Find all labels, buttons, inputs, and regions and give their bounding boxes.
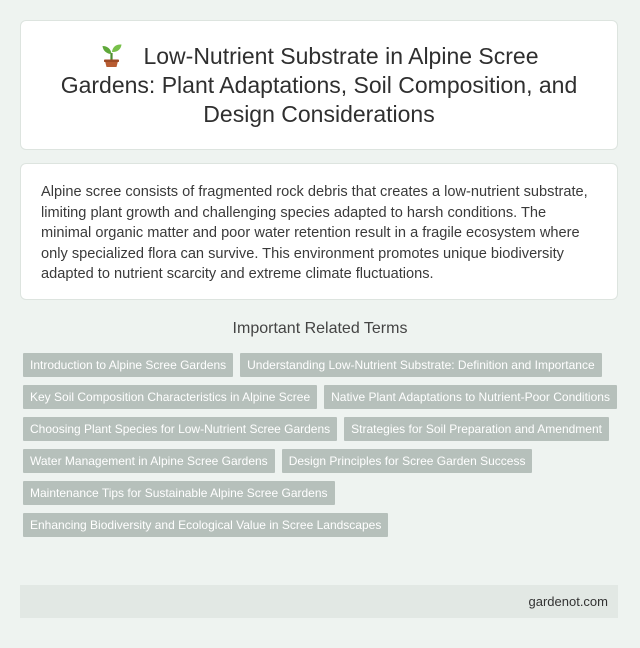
related-term-tag[interactable]: Water Management in Alpine Scree Gardens xyxy=(23,449,275,473)
seedling-icon xyxy=(99,41,125,67)
related-term-tag[interactable]: Design Principles for Scree Garden Success xyxy=(282,449,533,473)
footer-site-link[interactable]: gardenot.com xyxy=(528,594,608,609)
intro-card xyxy=(20,163,618,300)
title-card xyxy=(20,20,618,150)
related-term-tag[interactable]: Strategies for Soil Preparation and Amendment xyxy=(344,417,609,441)
related-term-tag[interactable]: Native Plant Adaptations to Nutrient-Poor Conditions xyxy=(324,385,617,409)
intro-paragraph: Alpine scree consists of fragmented rock debris that creates a low-nutrient substrate, limiting plant growth and challenging species adapted to harsh conditions. The minimal organic matter and poor water retention result in a fragile ecosystem where only specialized flora can survive. This environment promotes unique biodiversity adapted to nutrient scarcity and extreme climate fluctuations. xyxy=(41,184,588,282)
related-term-tag[interactable]: Introduction to Alpine Scree Gardens xyxy=(23,353,233,377)
related-term-tag[interactable]: Maintenance Tips for Sustainable Alpine Scree Gardens xyxy=(23,481,335,505)
page-title-text: Low-Nutrient Substrate in Alpine Scree Gardens: Plant Adaptations, Soil Composition, and Design Considerations xyxy=(60,43,578,127)
related-terms-list xyxy=(23,353,623,537)
related-term-tag[interactable]: Enhancing Biodiversity and Ecological Value in Scree Landscapes xyxy=(23,513,388,537)
related-term-tag[interactable]: Key Soil Composition Characteristics in Alpine Scree xyxy=(23,385,317,409)
related-term-tag[interactable]: Choosing Plant Species for Low-Nutrient Scree Gardens xyxy=(23,417,337,441)
footer xyxy=(20,585,618,618)
page-title xyxy=(51,41,587,129)
related-term-tag[interactable]: Understanding Low-Nutrient Substrate: Definition and Importance xyxy=(240,353,602,377)
related-terms-heading: Important Related Terms xyxy=(232,320,408,337)
